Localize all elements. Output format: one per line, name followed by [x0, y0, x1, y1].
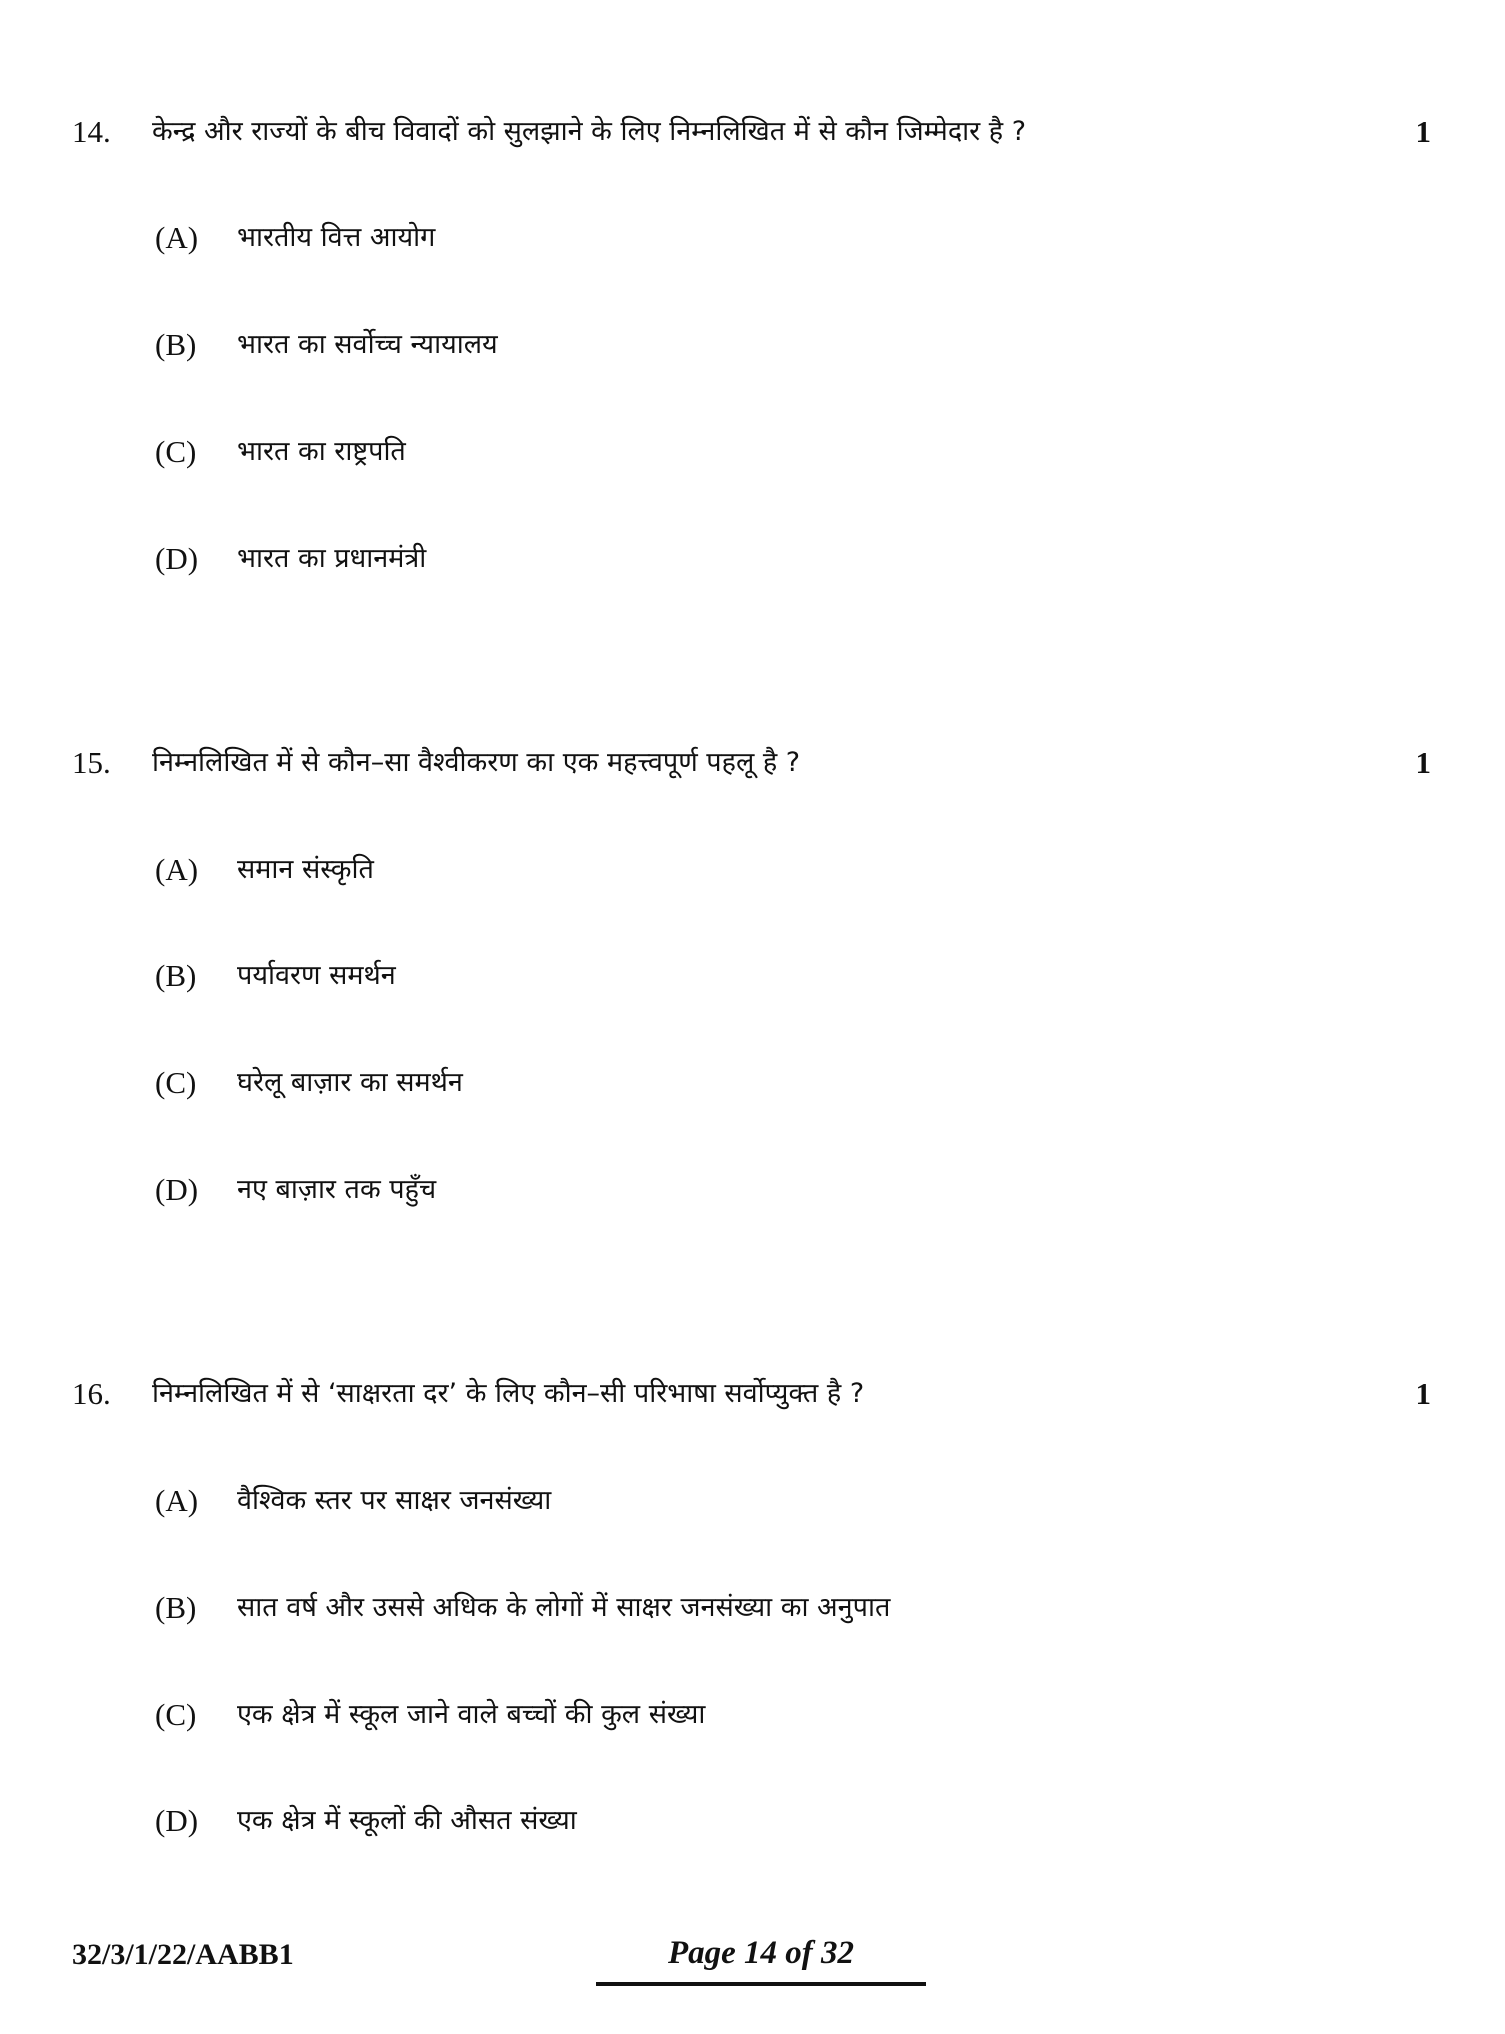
question-number: 15. [72, 745, 111, 780]
option-15-a [155, 850, 1455, 890]
footer-underline [596, 1982, 926, 1986]
question-number: 14. [72, 114, 111, 149]
option-label: (B) [155, 1590, 197, 1625]
option-text: एक क्षेत्र में स्कूलों की औसत संख्या [237, 1805, 577, 1836]
option-14-b [155, 325, 1455, 365]
option-15-b [155, 956, 1455, 996]
option-text: घरेलू बाज़ार का समर्थन [237, 1067, 463, 1098]
option-text: भारतीय वित्त आयोग [237, 222, 436, 253]
option-16-c [155, 1695, 1455, 1735]
question-marks: 1 [1415, 114, 1431, 149]
option-14-a [155, 218, 1455, 258]
question-text: केन्द्र और राज्यों के बीच विवादों को सुलझाने के लिए निम्नलिखित में से कौन जिम्मेदार है ? [152, 116, 1027, 147]
paper-code: 32/3/1/22/AABB1 [72, 1938, 294, 1971]
option-16-d [155, 1801, 1455, 1841]
option-text: भारत का राष्ट्रपति [237, 436, 406, 467]
option-text: नए बाज़ार तक पहुँच [237, 1174, 437, 1205]
option-label: (C) [155, 1697, 197, 1732]
option-14-c [155, 432, 1455, 472]
option-label: (D) [155, 1803, 199, 1838]
option-label: (D) [155, 541, 199, 576]
option-16-b [155, 1588, 1455, 1628]
option-text: भारत का प्रधानमंत्री [237, 543, 427, 574]
question-marks: 1 [1415, 745, 1431, 780]
option-text: पर्यावरण समर्थन [237, 960, 396, 991]
option-15-c [155, 1063, 1455, 1103]
option-label: (A) [155, 852, 199, 887]
option-text: वैश्विक स्तर पर साक्षर जनसंख्या [237, 1485, 552, 1516]
question-text: निम्नलिखित में से कौन–सा वैश्वीकरण का एक महत्त्वपूर्ण पहलू है ? [152, 747, 801, 778]
option-14-d [155, 539, 1455, 579]
question-marks: 1 [1415, 1376, 1431, 1411]
option-text: एक क्षेत्र में स्कूल जाने वाले बच्चों की कुल संख्या [237, 1699, 706, 1730]
option-text: समान संस्कृति [237, 854, 374, 885]
option-label: (C) [155, 1065, 197, 1100]
option-label: (A) [155, 220, 199, 255]
option-label: (B) [155, 958, 197, 993]
option-label: (D) [155, 1172, 199, 1207]
option-text: सात वर्ष और उससे अधिक के लोगों में साक्षर जनसंख्या का अनुपात [237, 1592, 891, 1623]
option-text: भारत का सर्वोच्च न्यायालय [237, 329, 498, 360]
option-label: (B) [155, 327, 197, 362]
option-15-d [155, 1170, 1455, 1210]
option-16-a [155, 1481, 1455, 1521]
option-label: (C) [155, 434, 197, 469]
question-text: निम्नलिखित में से ‘साक्षरता दर’ के लिए कौन–सी परिभाषा सर्वोप्युक्त है ? [152, 1378, 865, 1409]
question-number: 16. [72, 1376, 111, 1411]
option-label: (A) [155, 1483, 199, 1518]
page-number: Page 14 of 32 [667, 1935, 855, 1971]
